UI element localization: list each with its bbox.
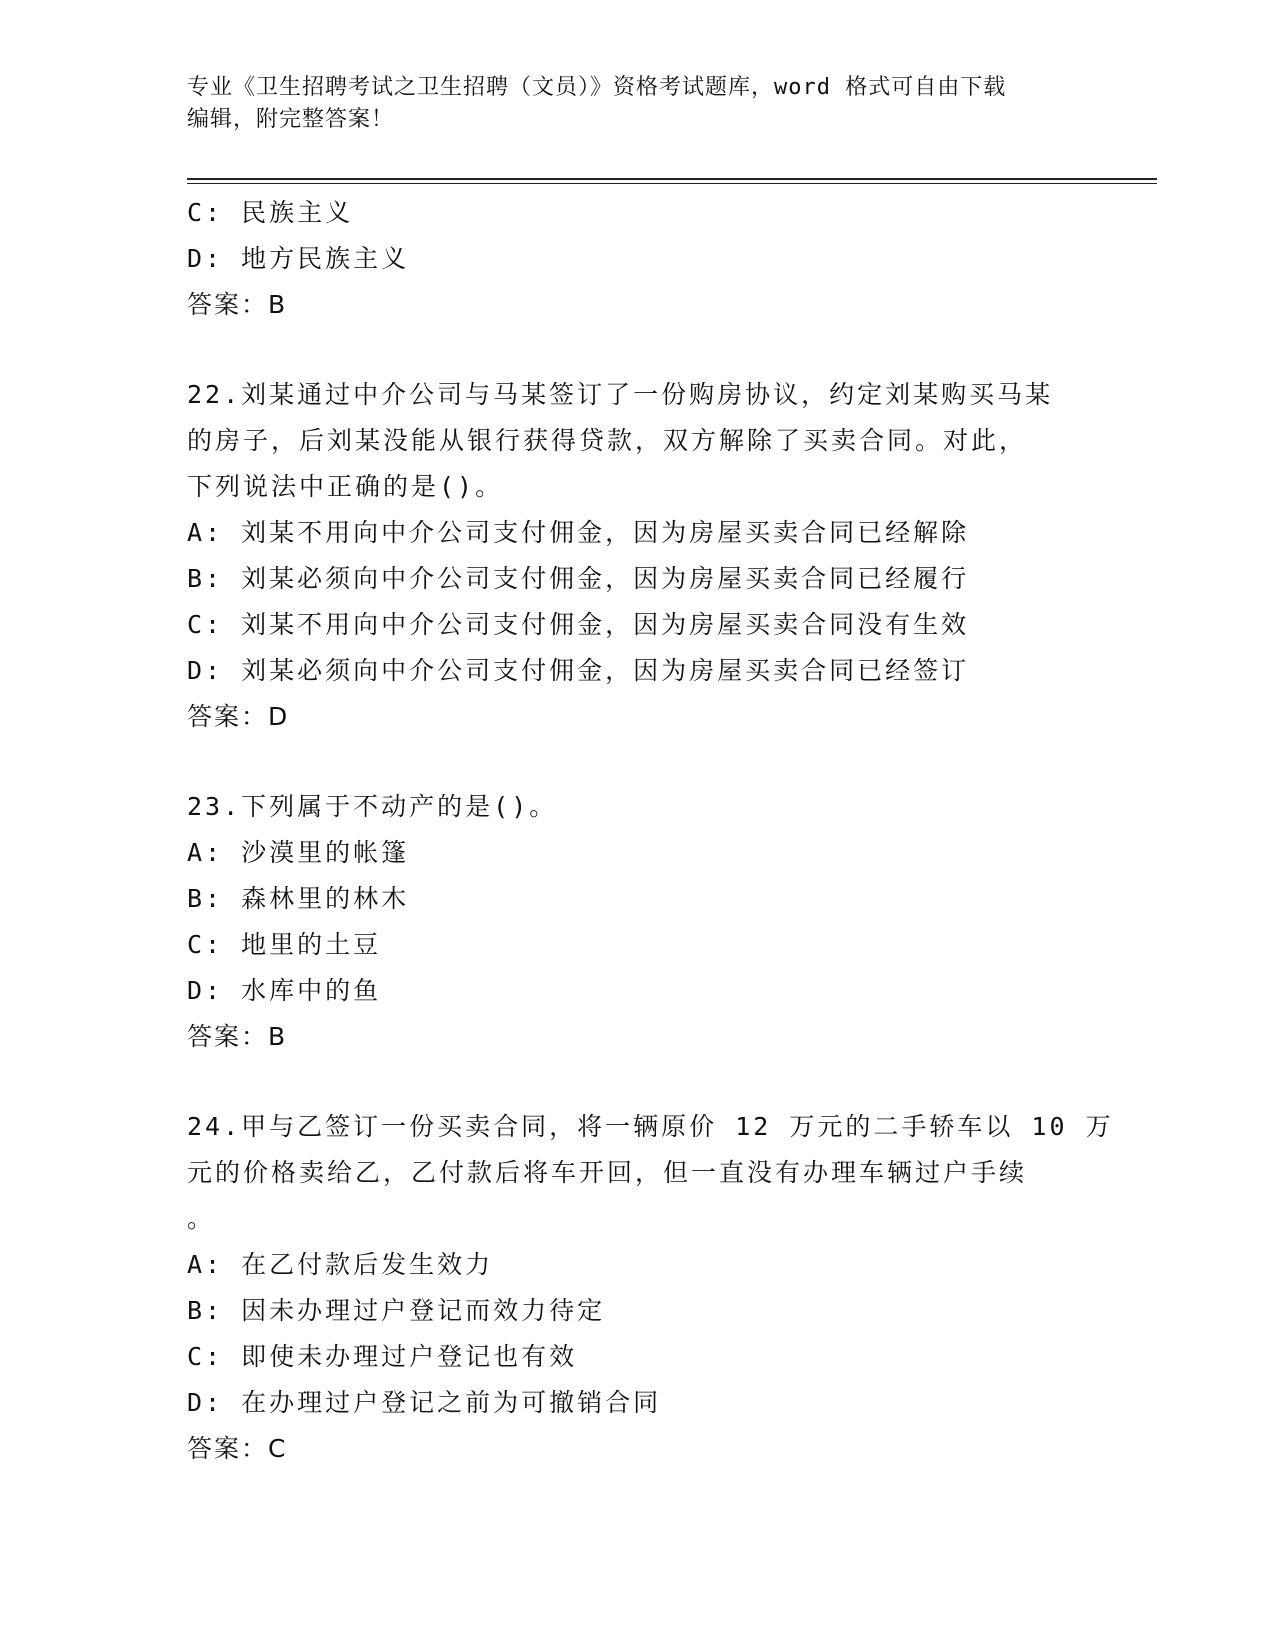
spacer: [187, 328, 1087, 372]
header-divider-thin: [187, 183, 1157, 184]
question-stem: 24.甲与乙签订一份买卖合同，将一辆原价 12 万元的二手轿车以 10 万: [187, 1112, 1114, 1141]
option-d: D: 在办理过户登记之前为可撤销合同: [187, 1388, 662, 1417]
question-list: [187, 190, 1114, 1472]
option-c: C: 地里的土豆: [187, 930, 382, 959]
option-c: C: 即使未办理过户登记也有效: [187, 1342, 578, 1371]
header-divider-thick: [187, 178, 1157, 180]
option-b: B: 因未办理过户登记而效力待定: [187, 1296, 606, 1325]
spacer: [187, 1060, 1087, 1104]
question-21-tail: [187, 190, 1087, 328]
question-23: [187, 784, 1087, 1060]
option-d: D: 水库中的鱼: [187, 976, 382, 1005]
option-b: B: 刘某必须向中介公司支付佣金，因为房屋买卖合同已经履行: [187, 564, 970, 593]
option-a: A: 沙漠里的帐篷: [187, 838, 410, 867]
question-22: [187, 372, 1087, 740]
answer: 答案：D: [187, 702, 290, 731]
answer: 答案：B: [187, 290, 288, 319]
question-24: [187, 1104, 1114, 1472]
option-d: D: 地方民族主义: [187, 244, 410, 273]
option-a: A: 在乙付款后发生效力: [187, 1250, 494, 1279]
header-line-1: 专业《卫生招聘考试之卫生招聘（文员）》资格考试题库，word 格式可自由下载: [187, 75, 1007, 100]
option-c: C: 民族主义: [187, 198, 354, 227]
question-stem: 23.下列属于不动产的是()。: [187, 792, 558, 821]
document-header: [187, 72, 1087, 136]
question-stem: 22.刘某通过中介公司与马某签订了一份购房协议，约定刘某购买马某: [187, 380, 1054, 409]
question-stem: 。: [187, 1204, 216, 1233]
option-b: B: 森林里的林木: [187, 884, 410, 913]
header-line-2: 编辑，附完整答案！: [187, 107, 395, 132]
spacer: [187, 740, 1087, 784]
option-a: A: 刘某不用向中介公司支付佣金，因为房屋买卖合同已经解除: [187, 518, 970, 547]
question-stem: 下列说法中正确的是()。: [187, 472, 504, 501]
answer: 答案：C: [187, 1434, 288, 1463]
option-c: C: 刘某不用向中介公司支付佣金，因为房屋买卖合同没有生效: [187, 610, 970, 639]
answer: 答案：B: [187, 1022, 288, 1051]
question-stem: 元的价格卖给乙，乙付款后将车开回，但一直没有办理车辆过户手续: [187, 1158, 1028, 1187]
question-stem: 的房子，后刘某没能从银行获得贷款，双方解除了买卖合同。对此，: [187, 426, 1028, 455]
option-d: D: 刘某必须向中介公司支付佣金，因为房屋买卖合同已经签订: [187, 656, 970, 685]
